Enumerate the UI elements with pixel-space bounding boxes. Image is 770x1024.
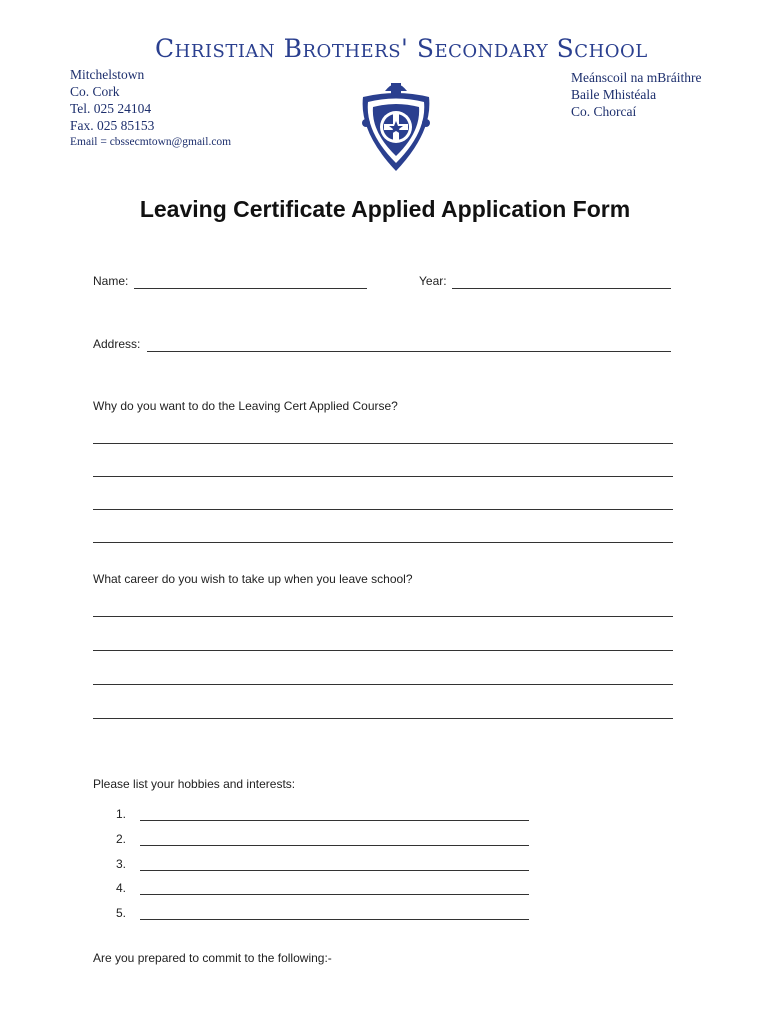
career-answer-line-3[interactable] <box>93 684 673 685</box>
name-field[interactable] <box>134 288 367 289</box>
hobby-field-2[interactable] <box>140 845 529 846</box>
why-lca-answer-line-1[interactable] <box>93 443 673 444</box>
address-town: Mitchelstown <box>70 67 145 82</box>
hobby-number-5: 5. <box>116 906 127 920</box>
school-crest-icon <box>355 77 437 175</box>
name-label: Name: <box>93 274 129 288</box>
hobby-field-4[interactable] <box>140 894 529 895</box>
form-title: Leaving Certificate Applied Application Form <box>139 196 631 222</box>
career-answer-line-1[interactable] <box>93 616 673 617</box>
career-answer-line-4[interactable] <box>93 718 673 719</box>
commitment-label: Are you prepared to commit to the following:- <box>93 951 332 965</box>
year-label: Year: <box>419 274 447 288</box>
address-label: Address: <box>93 337 141 351</box>
why-lca-answer-line-4[interactable] <box>93 542 673 543</box>
school-name: Christian Brothers' Secondary School <box>155 34 648 63</box>
career-answer-line-2[interactable] <box>93 650 673 651</box>
why-lca-answer-line-2[interactable] <box>93 476 673 477</box>
year-field[interactable] <box>452 288 671 289</box>
school-address-irish <box>571 69 701 120</box>
hobby-number-4: 4. <box>116 881 127 895</box>
hobby-number-3: 3. <box>116 857 127 871</box>
question-career: What career do you wish to take up when you leave school? <box>93 572 413 586</box>
hobbies-label: Please list your hobbies and interests: <box>93 777 296 791</box>
irish-school-name: Meánscoil na mBráithre <box>571 70 702 85</box>
question-why-lca: Why do you want to do the Leaving Cert Applied Course? <box>93 399 398 413</box>
address-field[interactable] <box>147 351 671 352</box>
hobby-field-3[interactable] <box>140 870 529 871</box>
irish-county: Co. Chorcaí <box>571 104 637 119</box>
email: Email = cbssecmtown@gmail.com <box>70 136 232 148</box>
hobby-number-1: 1. <box>116 807 127 821</box>
why-lca-answer-line-3[interactable] <box>93 509 673 510</box>
telephone: Tel. 025 24104 <box>70 101 152 116</box>
hobby-field-5[interactable] <box>140 919 529 920</box>
irish-town: Baile Mhistéala <box>571 87 657 102</box>
fax: Fax. 025 85153 <box>70 118 155 133</box>
school-address-english <box>70 66 231 151</box>
hobby-number-2: 2. <box>116 832 127 846</box>
address-county: Co. Cork <box>70 84 120 99</box>
hobby-field-1[interactable] <box>140 820 529 821</box>
